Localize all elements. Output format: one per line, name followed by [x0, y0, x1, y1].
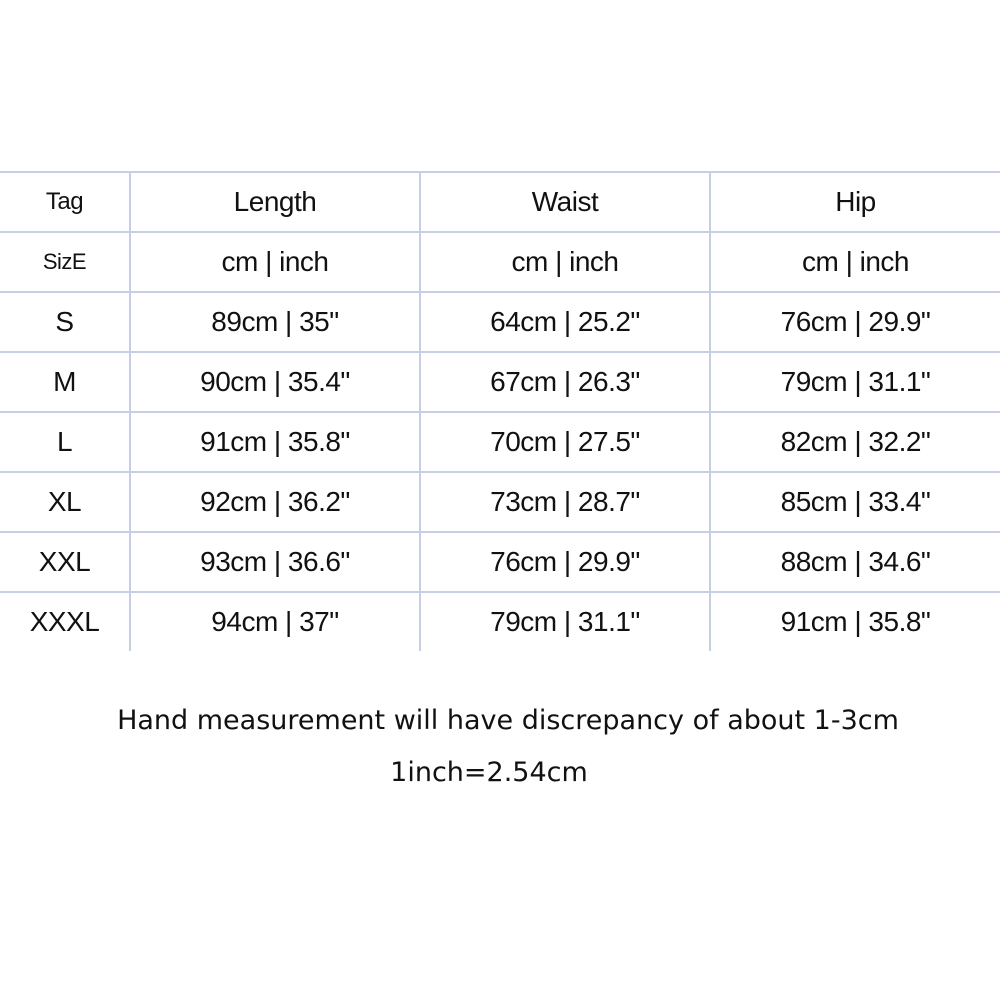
- hip-cell: 88cm | 34.6": [710, 532, 1000, 592]
- waist-cell: 64cm | 25.2": [420, 292, 710, 352]
- length-cell: 94cm | 37": [130, 592, 420, 651]
- hip-cell: 76cm | 29.9": [710, 292, 1000, 352]
- size-cell: L: [0, 412, 130, 472]
- hip-cell: 91cm | 35.8": [710, 592, 1000, 651]
- size-cell: S: [0, 292, 130, 352]
- conversion-note: 1inch=2.54cm: [390, 757, 588, 788]
- length-cell: 90cm | 35.4": [130, 352, 420, 412]
- table-row: [0, 352, 1000, 412]
- header-waist: Waist: [420, 172, 710, 232]
- table-row: [0, 472, 1000, 532]
- length-cell: 91cm | 35.8": [130, 412, 420, 472]
- hip-cell: 82cm | 32.2": [710, 412, 1000, 472]
- header-length: Length: [130, 172, 420, 232]
- units-length: cm | inch: [130, 232, 420, 292]
- hip-cell: 85cm | 33.4": [710, 472, 1000, 532]
- table-row: [0, 292, 1000, 352]
- waist-cell: 76cm | 29.9": [420, 532, 710, 592]
- measurement-note: Hand measurement will have discrepancy of about 1-3cm: [117, 705, 899, 736]
- waist-cell: 67cm | 26.3": [420, 352, 710, 412]
- table-row: [0, 412, 1000, 472]
- header-row: [0, 172, 1000, 232]
- waist-cell: 73cm | 28.7": [420, 472, 710, 532]
- waist-cell: 79cm | 31.1": [420, 592, 710, 651]
- length-cell: 92cm | 36.2": [130, 472, 420, 532]
- size-cell: M: [0, 352, 130, 412]
- units-row: [0, 232, 1000, 292]
- length-cell: 93cm | 36.6": [130, 532, 420, 592]
- size-cell: XXXL: [0, 592, 130, 651]
- size-cell: XL: [0, 472, 130, 532]
- table-row: [0, 532, 1000, 592]
- size-chart-table: [0, 171, 1000, 651]
- units-size-label: SizE: [0, 232, 130, 292]
- header-hip: Hip: [710, 172, 1000, 232]
- units-waist: cm | inch: [420, 232, 710, 292]
- length-cell: 89cm | 35": [130, 292, 420, 352]
- units-hip: cm | inch: [710, 232, 1000, 292]
- hip-cell: 79cm | 31.1": [710, 352, 1000, 412]
- size-cell: XXL: [0, 532, 130, 592]
- table-row: [0, 592, 1000, 651]
- header-tag: Tag: [0, 172, 130, 232]
- waist-cell: 70cm | 27.5": [420, 412, 710, 472]
